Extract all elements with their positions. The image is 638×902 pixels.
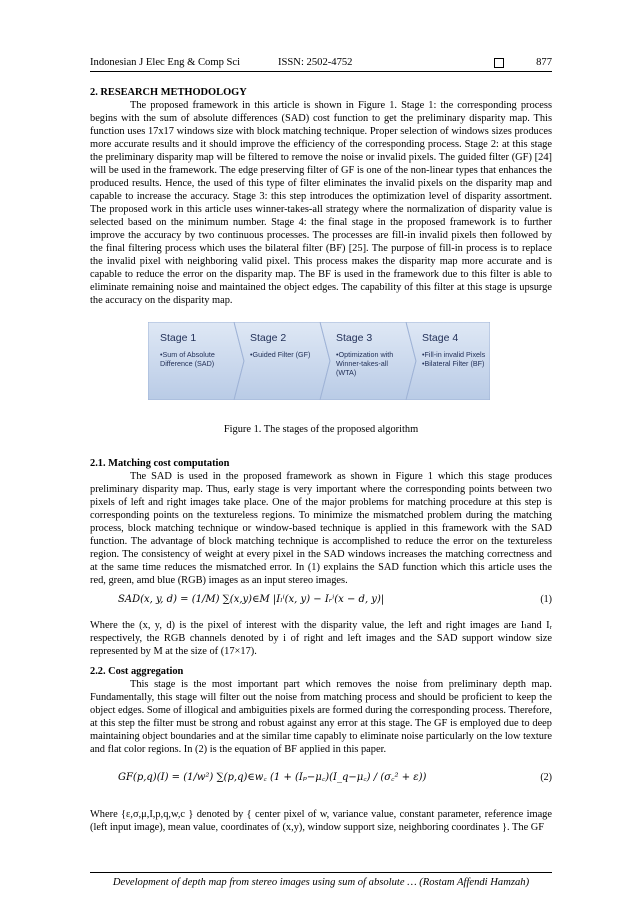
journal-name: Indonesian J Elec Eng & Comp Sci (90, 57, 241, 68)
checkbox-square-icon (494, 58, 504, 68)
stage-bullet: (WTA) (336, 368, 357, 377)
stage-title: Stage 2 (250, 332, 287, 344)
section-matching-cost (90, 457, 552, 587)
matching-cost-paragraph: The SAD is used in the proposed framework as shown in Figure 1 which this stage produces preliminary disparity map. Thus, early stage is very important where the corresponding points between two pixels of left and right images take place. One of the major problems for matching procedure at this step is corresponding points on the textureless regions. To minimize the mismatched problem during the matching process, block matching technique or window-based technique is applied in this framework with the SAD function. The advantage of block matching technique is accomplished to reduce the error on the textureless region. The consistency of weight at every pixel in the SAD windows increases the matching correctness and at the same time reduces the mismatched error. In (1) explains the SAD function which this article uses the red, green, amd blue (RGB) images as an input stereo images. (90, 471, 552, 586)
stage-bullets (336, 350, 393, 377)
figure-stages-diagram (148, 312, 490, 414)
section-heading: 2. RESEARCH METHODOLOGY (90, 87, 247, 98)
equation-number: (2) (540, 772, 552, 783)
header-rule (90, 71, 552, 72)
stage-title: Stage 1 (160, 332, 197, 344)
equation-text: SAD(x, y, d) = (1/M) ∑(x,y)∈M |Iₗⁱ(x, y) − Iᵣⁱ(x − d, y)| (118, 594, 385, 605)
stage-bullet: •Optimization with (336, 350, 394, 359)
stage-bullet: •Guided Filter (GF) (250, 350, 311, 359)
stage-1-chevron (148, 322, 244, 400)
equation-1 (90, 593, 552, 606)
subsection-heading: 2.2. Cost aggregation (90, 666, 184, 677)
where-text: Where {ε,σ,μ,I,p,q,w,c } denoted by { center pixel of w, variance value, constant parameter, reference image (left input image), mean value, coordinates of (x,y), window support size, neighboring coordinates }. The GF (90, 809, 552, 833)
stage-bullets (160, 350, 215, 368)
stage-bullet: •Bilateral Filter (BF) (422, 359, 485, 368)
stage-2-chevron (234, 322, 330, 400)
cost-aggregation-paragraph: This stage is the most important part which removes the noise from preliminary depth map. Fundamentally, this stage will filter out the noise from matching process and should be proficient to keep the object edges. Some of illogical and ambiguities pixels are formed during the corresponding process. Therefore, at this step the filter must be strong and robust against any error at this stage. The GF is employed due to deep maintaining object boundaries and at the similar time capably to eliminate noise particularly on the low texture and flat color regions. In (2) is the equation of BF applied in this paper. (90, 679, 552, 755)
equation-text: GF(p,q)(I) = (1/w²) ∑(p,q)∈w꜀ (1 + (Iₚ−μ꜀)(I_q−μ꜀) / (σ꜀² + ε)) (118, 772, 427, 783)
sad-where-paragraph (90, 619, 552, 658)
stage-title: Stage 3 (336, 332, 373, 344)
stage-bullets (250, 350, 310, 359)
stage-bullet: •Fill-in invalid Pixels (422, 350, 486, 359)
stage-4-chevron (406, 322, 490, 400)
where-text: Where the (x, y, d) is the pixel of interest with the disparity value, the left and right images are Iₗand Iᵣ respectively, the RGB channels denoted by i of right and left images and the SAD support window size represented by M at the size of (17×17). (90, 620, 552, 657)
stage-title: Stage 4 (422, 332, 459, 344)
methodology-paragraph: The proposed framework in this article is shown in Figure 1. Stage 1: the corresponding process begins with the sum of absolute differences (SAD) cost function to get the preliminary disparity map. This function uses 17x17 windows size with block matching technique. Proper selection of windows sizes produces more accurate results and it should improve the efficiency of the corresponding process. Stage 2: at this stage the preliminary disparity map will be filtered to remove the noise or invalid pixels. The guided filter (GF) [24] will be used in the framework. The edge preserving filter of GF is one of the non-linear types that enhances the produced results. Hence, the used of this type of filter eliminates the invalid pixels on the disparity map and capable to increase the accuracy. Stage 3: this step introduces the optimization level of disparity assortment. The proposed work in this article uses winner-takes-all strategy where the normalization of disparity value is selected based on the minimum number. Stage 4: the final stage in the proposed framework is to further improve the accuracy by two continuous processes. The processes are fill-in invalid pixels then followed by the final filtering process which uses the bilateral filter (BF) [25]. The purpose of fill-in process is to replace the invalid pixel with neighboring valid pixel. This process makes the disparity map more accurate and is capable to reduce the error on the disparity map. The BF is used in the framework due to this filter is able to eliminate remaining noise and maintained the object edges. The capability of this filter at this stage is upsurge the accuracy on the disparity map. (90, 100, 552, 306)
issn: ISSN: 2502-4752 (278, 57, 353, 68)
stage-bullet: Difference (SAD) (160, 359, 215, 368)
figure-caption: Figure 1. The stages of the proposed algorithm (223, 424, 419, 435)
subsection-heading: 2.1. Matching cost computation (90, 458, 230, 469)
stage-3-chevron (320, 322, 416, 400)
page-number: 877 (536, 57, 552, 68)
running-header (90, 56, 552, 70)
equation-number: (1) (540, 594, 552, 605)
running-footer: Development of depth map from stereo images using sum of absolute … (Rostam Affendi Hamzah) (90, 872, 552, 889)
stage-bullets (422, 350, 485, 368)
section-cost-aggregation (90, 665, 552, 756)
equation-2 (90, 771, 552, 784)
section-methodology (90, 86, 552, 307)
gf-where-paragraph (90, 808, 552, 834)
stage-bullet: Winner-takes-all (336, 359, 388, 368)
stage-bullet: •Sum of Absolute (160, 350, 215, 359)
